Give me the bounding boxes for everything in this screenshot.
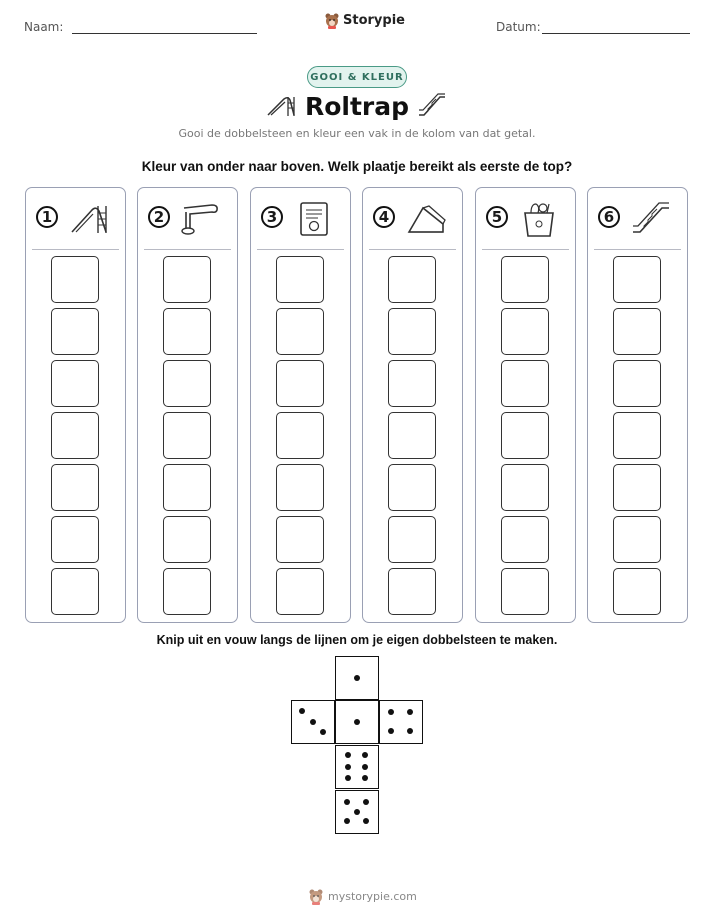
dice-column-1	[25, 187, 126, 623]
dice-pip	[354, 719, 360, 725]
color-cell[interactable]	[501, 516, 549, 563]
color-cell[interactable]	[51, 308, 99, 355]
color-cell[interactable]	[388, 256, 436, 303]
color-cell[interactable]	[276, 464, 324, 511]
dice-pip	[362, 752, 368, 758]
color-cell[interactable]	[501, 308, 549, 355]
dice-pip	[363, 799, 369, 805]
instruction: Kleur van onder naar boven. Welk plaatje bereikt als eerste de top?	[141, 159, 573, 174]
column-number: 1	[36, 206, 58, 228]
color-cell[interactable]	[388, 360, 436, 407]
column-header	[373, 202, 453, 238]
color-cell[interactable]	[388, 412, 436, 459]
color-cell[interactable]	[388, 568, 436, 615]
column-number: 4	[373, 206, 395, 228]
dice-pip	[388, 709, 394, 715]
dice-pip	[344, 799, 350, 805]
dice-column-4	[362, 187, 463, 623]
name-line	[72, 33, 257, 34]
column-divider	[482, 249, 569, 250]
color-cell[interactable]	[276, 412, 324, 459]
dice-pip	[345, 764, 351, 770]
ramp-icon	[405, 200, 447, 238]
dice-pip	[388, 728, 394, 734]
dice-instruction: Knip uit en vouw langs de lijnen om je eigen dobbelsteen te maken.	[156, 633, 558, 647]
column-header	[261, 202, 341, 238]
dice-pip	[299, 708, 305, 714]
dice-pip	[407, 709, 413, 715]
dice-column-3	[250, 187, 351, 623]
color-cell[interactable]	[163, 256, 211, 303]
dice-face-6	[335, 745, 379, 789]
color-cell[interactable]	[613, 464, 661, 511]
color-cell[interactable]	[501, 568, 549, 615]
name-label: Naam:	[24, 20, 64, 34]
color-cell[interactable]	[388, 464, 436, 511]
dice-pip	[362, 764, 368, 770]
dice-pip	[363, 818, 369, 824]
color-cell[interactable]	[163, 516, 211, 563]
dice-pip	[320, 729, 326, 735]
subtitle: Gooi de dobbelsteen en kleur een vak in de kolom van dat getal.	[178, 127, 536, 140]
color-cell[interactable]	[163, 568, 211, 615]
grocery-bag-icon	[518, 200, 560, 238]
dice-face-1	[335, 700, 379, 744]
color-cell[interactable]	[163, 308, 211, 355]
column-divider	[144, 249, 231, 250]
dice-pip	[354, 675, 360, 681]
dice-pip	[310, 719, 316, 725]
bear-logo-icon	[324, 12, 340, 29]
color-cell[interactable]	[613, 412, 661, 459]
page-title: Roltrap	[304, 92, 410, 121]
column-number: 3	[261, 206, 283, 228]
brand-name: Storypie	[343, 13, 405, 28]
color-cell[interactable]	[276, 516, 324, 563]
dice-face-4	[379, 700, 423, 744]
handrail-icon	[180, 200, 222, 238]
color-cell[interactable]	[613, 516, 661, 563]
column-number: 5	[486, 206, 508, 228]
dice-pip	[362, 775, 368, 781]
column-header	[486, 202, 566, 238]
dice-face-1	[335, 656, 379, 700]
color-cell[interactable]	[501, 256, 549, 303]
color-cell[interactable]	[163, 360, 211, 407]
column-header	[36, 202, 116, 238]
color-cell[interactable]	[613, 308, 661, 355]
column-header	[598, 202, 678, 238]
color-cell[interactable]	[51, 412, 99, 459]
dice-pip	[345, 752, 351, 758]
color-cell[interactable]	[51, 516, 99, 563]
dice-column-6	[587, 187, 688, 623]
column-divider	[594, 249, 681, 250]
column-number: 6	[598, 206, 620, 228]
escalator-icon	[416, 91, 448, 119]
escalator-icon	[630, 200, 672, 238]
color-cell[interactable]	[501, 360, 549, 407]
color-cell[interactable]	[51, 464, 99, 511]
color-cell[interactable]	[501, 464, 549, 511]
dice-face-5	[335, 790, 379, 834]
dice-pip	[407, 728, 413, 734]
dice-column-5	[475, 187, 576, 623]
color-cell[interactable]	[276, 360, 324, 407]
certificate-icon	[293, 200, 335, 238]
column-header	[148, 202, 228, 238]
dice-face-3	[291, 700, 335, 744]
column-divider	[257, 249, 344, 250]
slide-icon	[68, 200, 110, 238]
footer	[308, 888, 417, 905]
dice-pip	[345, 775, 351, 781]
color-cell[interactable]	[51, 256, 99, 303]
dice-pip	[354, 809, 360, 815]
color-cell[interactable]	[613, 360, 661, 407]
bear-logo-icon	[308, 888, 324, 905]
column-divider	[369, 249, 456, 250]
color-cell[interactable]	[163, 464, 211, 511]
date-line	[542, 33, 690, 34]
column-divider	[32, 249, 119, 250]
color-cell[interactable]	[276, 568, 324, 615]
color-cell[interactable]	[51, 360, 99, 407]
color-cell[interactable]	[163, 412, 211, 459]
color-cell[interactable]	[613, 256, 661, 303]
footer-url: mystorypie.com	[328, 890, 417, 903]
color-cell[interactable]	[276, 308, 324, 355]
color-cell[interactable]	[276, 256, 324, 303]
color-cell[interactable]	[388, 308, 436, 355]
color-cell[interactable]	[613, 568, 661, 615]
dice-pip	[344, 818, 350, 824]
column-number: 2	[148, 206, 170, 228]
dice-column-2	[137, 187, 238, 623]
color-cell[interactable]	[388, 516, 436, 563]
color-cell[interactable]	[51, 568, 99, 615]
brand-logo	[324, 12, 405, 29]
category-badge: GOOI & KLEUR	[307, 66, 407, 88]
color-cell[interactable]	[501, 412, 549, 459]
date-label: Datum:	[496, 20, 541, 34]
